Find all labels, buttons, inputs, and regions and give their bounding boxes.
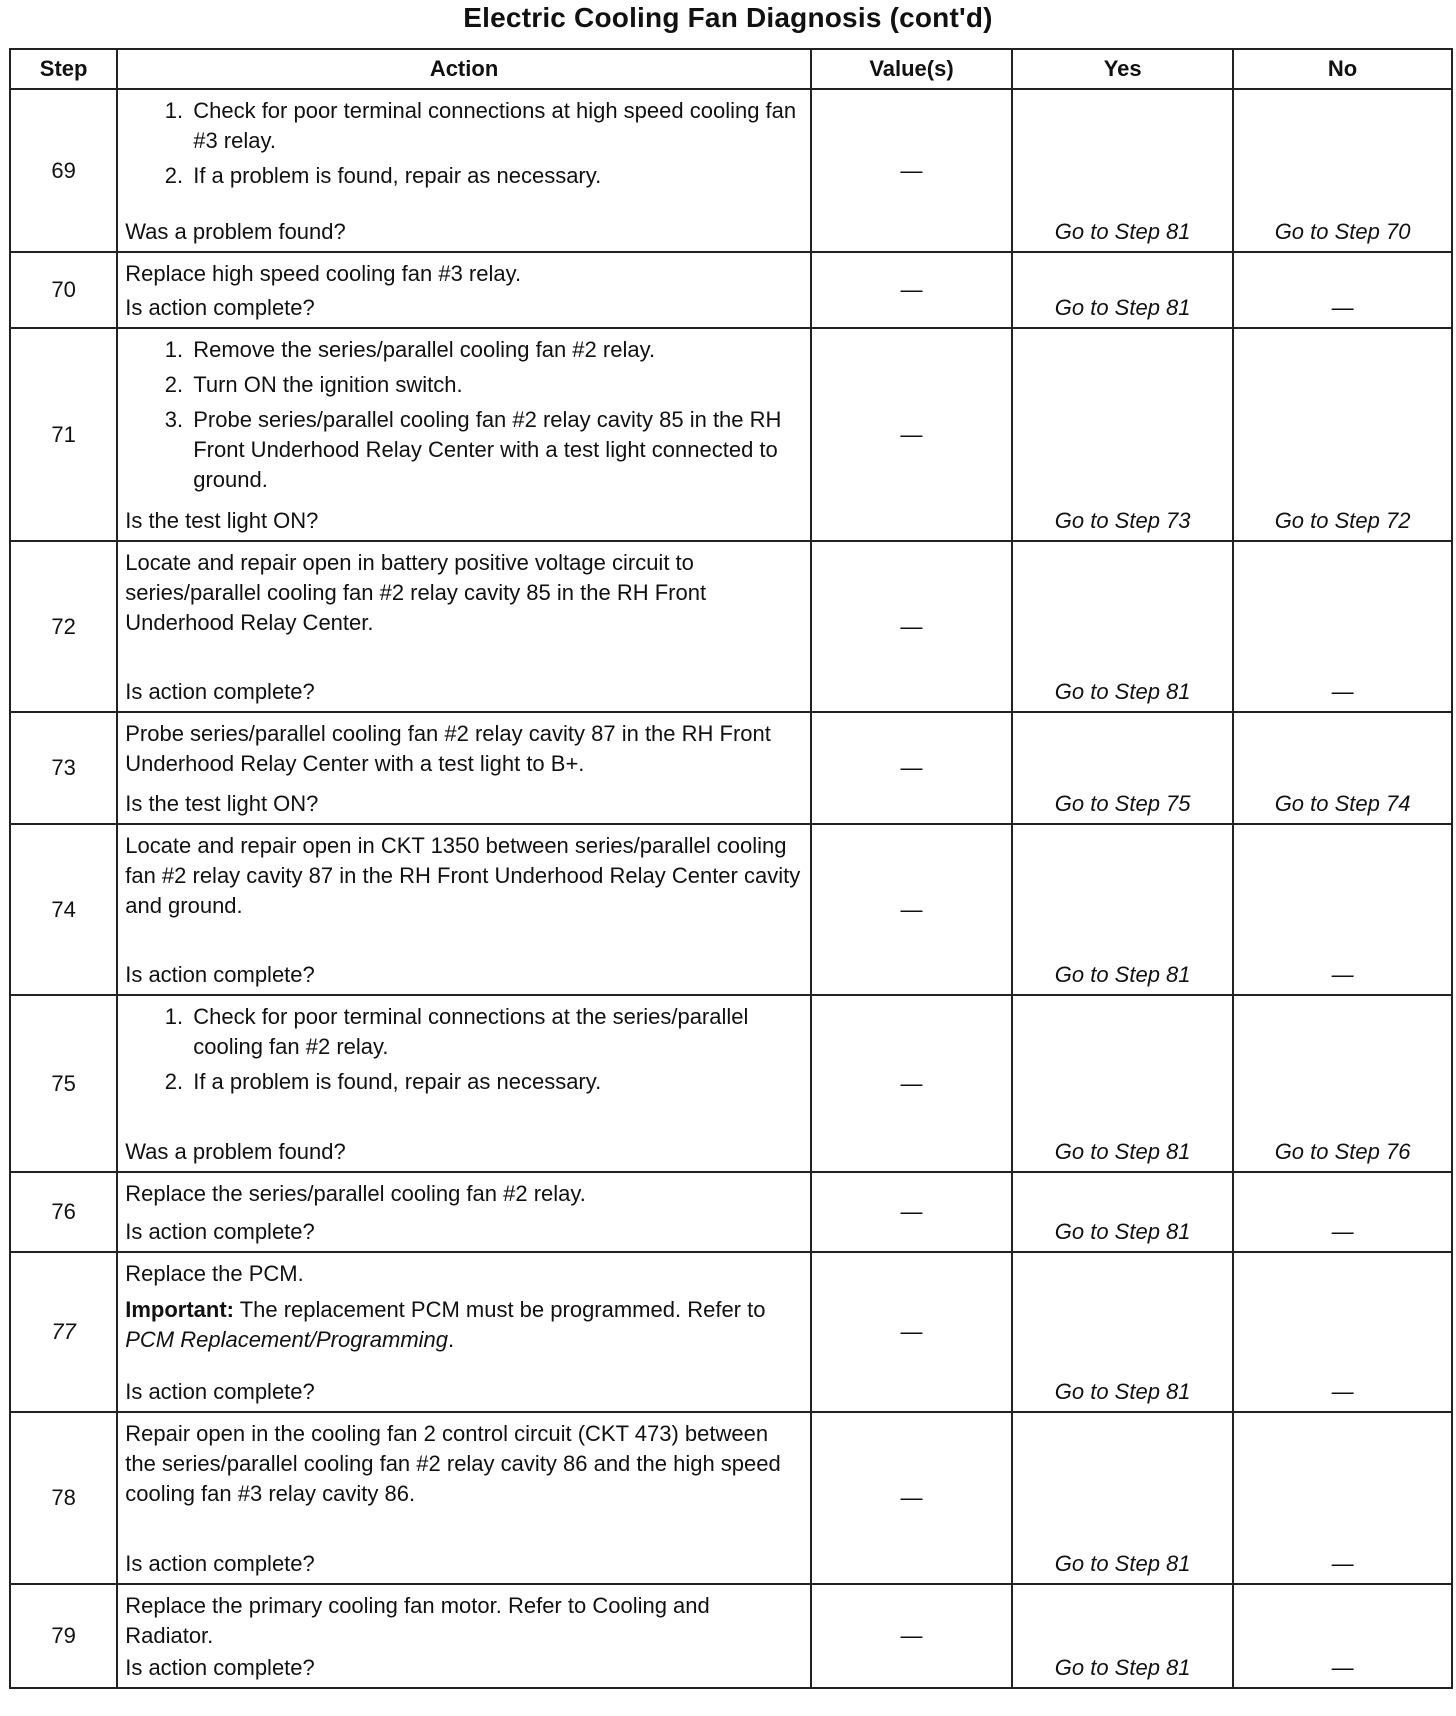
yes-cell: Go to Step 73 bbox=[1012, 328, 1233, 541]
action-question: Is action complete? bbox=[125, 1219, 315, 1244]
action-text: Repair open in the cooling fan 2 control circuit (CKT 473) between the series/parallel cooling fan #2 relay cavity 86 and the high speed cooling fan #3 relay cavity 86. bbox=[125, 1421, 781, 1506]
action-question: Was a problem found? bbox=[125, 219, 346, 244]
value-cell: — bbox=[811, 1412, 1012, 1584]
value-cell: — bbox=[811, 712, 1012, 824]
action-list bbox=[125, 96, 802, 196]
yes-cell: Go to Step 81 bbox=[1012, 1252, 1233, 1412]
yes-header: Yes bbox=[1012, 49, 1233, 89]
important-note bbox=[125, 1295, 802, 1355]
list-item: 1. Check for poor terminal connections at the series/parallel cooling fan #2 relay. bbox=[189, 1002, 802, 1062]
important-label: Important: bbox=[125, 1297, 234, 1322]
action-text: Locate and repair open in CKT 1350 between series/parallel cooling fan #2 relay cavity 87 in the RH Front Underhood Relay Center cavity and ground. bbox=[125, 833, 801, 918]
step-number: 72 bbox=[10, 541, 117, 712]
yes-cell: Go to Step 81 bbox=[1012, 1584, 1233, 1688]
action-cell bbox=[117, 1252, 811, 1412]
action-question: Is the test light ON? bbox=[125, 791, 319, 816]
no-cell: Go to Step 70 bbox=[1233, 89, 1452, 252]
action-question: Is the test light ON? bbox=[125, 508, 319, 533]
action-list bbox=[125, 1002, 802, 1102]
action-question: Is action complete? bbox=[125, 962, 315, 987]
no-cell: — bbox=[1233, 1252, 1452, 1412]
action-list bbox=[125, 335, 802, 500]
action-cell bbox=[117, 1172, 811, 1252]
action-text: Replace high speed cooling fan #3 relay. bbox=[125, 261, 522, 286]
action-cell bbox=[117, 1412, 811, 1584]
step-number: 74 bbox=[10, 824, 117, 995]
yes-cell: Go to Step 81 bbox=[1012, 89, 1233, 252]
yes-cell: Go to Step 81 bbox=[1012, 824, 1233, 995]
yes-cell: Go to Step 81 bbox=[1012, 252, 1233, 328]
table-row bbox=[10, 89, 1452, 252]
yes-cell: Go to Step 81 bbox=[1012, 1412, 1233, 1584]
list-item: 3. Probe series/parallel cooling fan #2 relay cavity 85 in the RH Front Underhood Relay Center with a test light connected to ground. bbox=[189, 405, 802, 495]
table-row bbox=[10, 824, 1452, 995]
step-number: 73 bbox=[10, 712, 117, 824]
no-cell: — bbox=[1233, 541, 1452, 712]
table-row bbox=[10, 1584, 1452, 1688]
table-row bbox=[10, 712, 1452, 824]
values-header: Value(s) bbox=[811, 49, 1012, 89]
action-text: Locate and repair open in battery positive voltage circuit to series/parallel cooling fan #2 relay cavity 85 in the RH Front Underhood Relay Center. bbox=[125, 550, 707, 635]
action-text: Replace the series/parallel cooling fan #2 relay. bbox=[125, 1181, 586, 1206]
yes-cell: Go to Step 75 bbox=[1012, 712, 1233, 824]
action-question: Is action complete? bbox=[125, 1551, 315, 1576]
value-cell: — bbox=[811, 1252, 1012, 1412]
table-row bbox=[10, 328, 1452, 541]
header-row bbox=[10, 49, 1452, 89]
no-cell: Go to Step 72 bbox=[1233, 328, 1452, 541]
no-header: No bbox=[1233, 49, 1452, 89]
list-item: 1. Check for poor terminal connections at high speed cooling fan #3 relay. bbox=[189, 96, 802, 156]
yes-cell: Go to Step 81 bbox=[1012, 1172, 1233, 1252]
step-number: 70 bbox=[10, 252, 117, 328]
important-text: The replacement PCM must be programmed. Refer to bbox=[233, 1297, 766, 1322]
value-cell: — bbox=[811, 328, 1012, 541]
action-cell bbox=[117, 712, 811, 824]
action-text: Replace the primary cooling fan motor. Refer to Cooling and Radiator. bbox=[125, 1593, 710, 1648]
action-cell bbox=[117, 995, 811, 1172]
action-question: Is action complete? bbox=[125, 1655, 315, 1680]
no-cell: Go to Step 76 bbox=[1233, 995, 1452, 1172]
action-question: Is action complete? bbox=[125, 295, 315, 320]
table-row bbox=[10, 1412, 1452, 1584]
value-cell: — bbox=[811, 1172, 1012, 1252]
no-cell: — bbox=[1233, 252, 1452, 328]
yes-cell: Go to Step 81 bbox=[1012, 541, 1233, 712]
table-row bbox=[10, 1252, 1452, 1412]
action-question: Is action complete? bbox=[125, 679, 315, 704]
action-cell bbox=[117, 541, 811, 712]
step-number: 77 bbox=[10, 1252, 117, 1412]
list-item: 1. Remove the series/parallel cooling fan #2 relay. bbox=[189, 335, 802, 365]
important-end: . bbox=[448, 1327, 455, 1352]
value-cell: — bbox=[811, 89, 1012, 252]
value-cell: — bbox=[811, 995, 1012, 1172]
action-text: Probe series/parallel cooling fan #2 relay cavity 87 in the RH Front Underhood Relay Center with a test light to B+. bbox=[125, 721, 771, 776]
no-cell: — bbox=[1233, 1412, 1452, 1584]
action-question: Was a problem found? bbox=[125, 1139, 346, 1164]
step-number: 69 bbox=[10, 89, 117, 252]
value-cell: — bbox=[811, 252, 1012, 328]
no-cell: Go to Step 74 bbox=[1233, 712, 1452, 824]
no-cell: — bbox=[1233, 1584, 1452, 1688]
no-cell: — bbox=[1233, 824, 1452, 995]
action-cell bbox=[117, 824, 811, 995]
value-cell: — bbox=[811, 824, 1012, 995]
table-row bbox=[10, 541, 1452, 712]
list-item: 2. If a problem is found, repair as necessary. bbox=[189, 1067, 802, 1097]
list-item: 2. If a problem is found, repair as necessary. bbox=[189, 161, 802, 191]
action-cell bbox=[117, 328, 811, 541]
action-header: Action bbox=[117, 49, 811, 89]
table-row bbox=[10, 252, 1452, 328]
step-number: 79 bbox=[10, 1584, 117, 1688]
value-cell: — bbox=[811, 541, 1012, 712]
action-question: Is action complete? bbox=[125, 1379, 315, 1404]
action-cell bbox=[117, 252, 811, 328]
action-cell bbox=[117, 1584, 811, 1688]
table-row bbox=[10, 995, 1452, 1172]
step-number: 75 bbox=[10, 995, 117, 1172]
step-number: 71 bbox=[10, 328, 117, 541]
yes-cell: Go to Step 81 bbox=[1012, 995, 1233, 1172]
list-item: 2. Turn ON the ignition switch. bbox=[189, 370, 802, 400]
diagnosis-table bbox=[9, 48, 1453, 1689]
no-cell: — bbox=[1233, 1172, 1452, 1252]
important-reference: PCM Replacement/Programming bbox=[125, 1327, 448, 1352]
step-header: Step bbox=[10, 49, 117, 89]
step-number: 76 bbox=[10, 1172, 117, 1252]
table-row bbox=[10, 1172, 1452, 1252]
action-text: Replace the PCM. bbox=[125, 1261, 304, 1286]
page-title: Electric Cooling Fan Diagnosis (cont'd) bbox=[463, 2, 993, 33]
step-number: 78 bbox=[10, 1412, 117, 1584]
action-cell bbox=[117, 89, 811, 252]
value-cell: — bbox=[811, 1584, 1012, 1688]
